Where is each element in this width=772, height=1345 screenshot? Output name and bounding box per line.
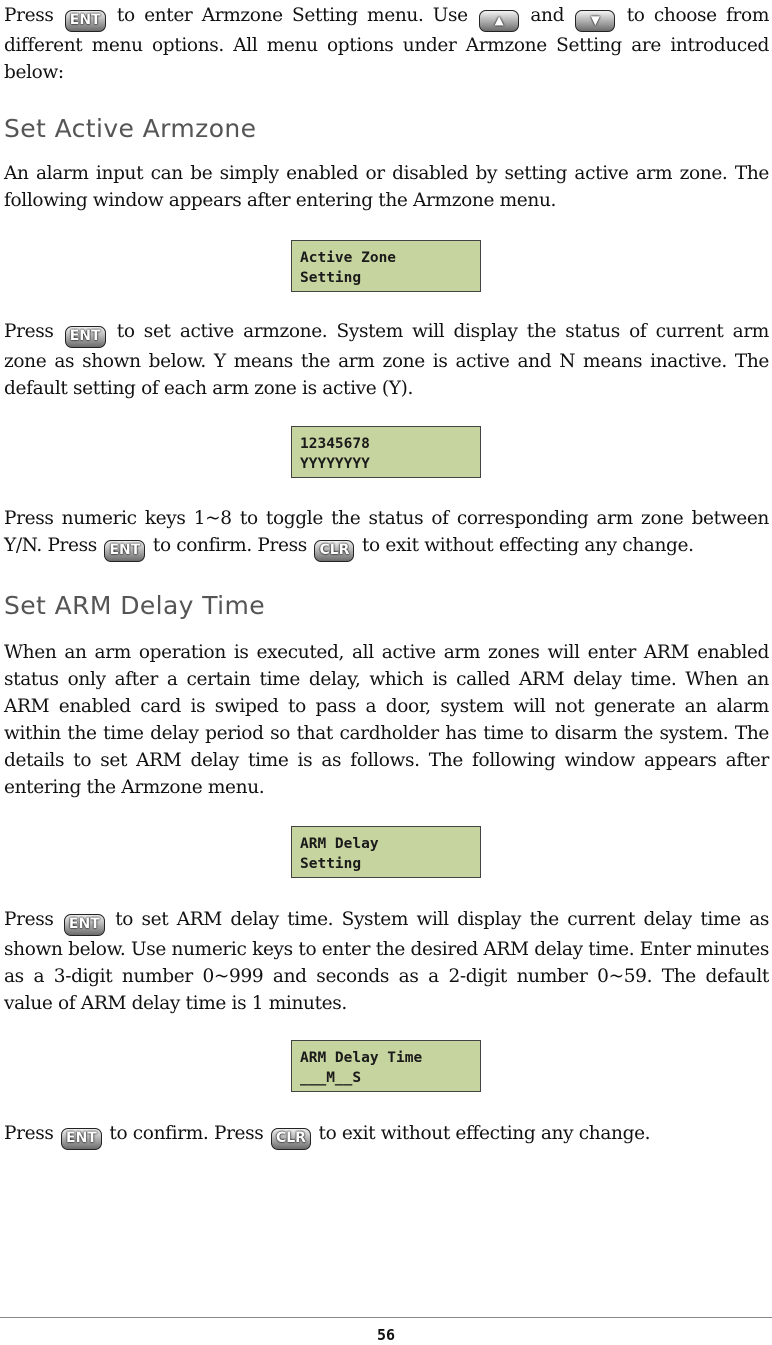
section2-paragraph-2: Press ENT to set ARM delay time. System will display the current delay time as shown below. Use numeric keys to enter the desired ARM delay time. Enter minutes as a 3-digit number 0~999 and seconds as a 2-digit number 0~59. The default value of ARM delay time is 1 minutes. <box>4 909 770 1014</box>
section2-paragraph-3: Press ENT to confirm. Press CLR to exit without effecting any change. <box>4 1120 769 1150</box>
ent-key-icon: ENT <box>104 540 145 562</box>
lcd-line-2: ___M__S <box>300 1070 362 1086</box>
lcd-line-1: Active Zone <box>300 250 397 266</box>
intro-paragraph-block <box>4 2 769 86</box>
lcd-arm-delay-time <box>291 1040 481 1092</box>
heading-set-arm-delay-time: Set ARM Delay Time <box>4 591 266 620</box>
section1-p3-block <box>4 505 769 562</box>
clr-key-icon: CLR <box>271 1128 311 1150</box>
section1-paragraph-2: Press ENT to set active armzone. System will display the status of current arm zone as shown below. Y means the arm zone is active and N means inactive. The default setting of each arm zone is active (Y). <box>4 321 770 399</box>
ent-key-icon: ENT <box>65 326 106 348</box>
section1-paragraph-1: An alarm input can be simply enabled or disabled by setting active arm zone. The following window appears after entering the Armzone menu. <box>4 163 769 211</box>
lcd-armzone-status <box>291 426 481 478</box>
up-arrow-key-icon: ▲ <box>479 10 519 32</box>
section1-p1-block <box>4 160 769 214</box>
down-arrow-key-icon: ▼ <box>575 10 615 32</box>
section2-paragraph-1: When an arm operation is executed, all active arm zones will enter ARM enabled status only after a certain time delay, which is called ARM delay time. When an ARM enabled card is swiped to pass a door, system will not generate an alarm within the time delay period so that cardholder has time to disarm the system. The details to set ARM delay time is as follows. The following window appears after entering the Armzone menu. <box>4 642 769 798</box>
section2-p1-block <box>4 639 769 801</box>
lcd-line-1: 12345678 <box>300 436 370 452</box>
lcd-active-zone-setting <box>291 240 481 292</box>
section1-paragraph-3: Press numeric keys 1~8 to toggle the status of corresponding arm zone between Y/N. Press ENT to confirm. Press CLR to exit without effecting any change. <box>4 505 769 562</box>
lcd-line-2: Setting <box>300 856 362 872</box>
heading-set-active-armzone: Set Active Armzone <box>4 114 257 143</box>
ent-key-icon: ENT <box>64 914 105 936</box>
ent-key-icon: ENT <box>61 1128 102 1150</box>
lcd-arm-delay-setting <box>291 826 481 878</box>
intro-paragraph: Press ENT to enter Armzone Setting menu. Use ▲ and ▼ to choose from different menu options. All menu options under Armzone Setting are introduced below: <box>4 5 770 83</box>
section2-p3-block <box>4 1120 769 1150</box>
section2-p2-block <box>4 906 769 1017</box>
section1-p2-block <box>4 318 769 402</box>
lcd-line-2: YYYYYYYY <box>300 456 370 472</box>
page-number: 56 <box>376 1326 396 1344</box>
lcd-line-2: Setting <box>300 270 362 286</box>
ent-key-icon: ENT <box>65 10 106 32</box>
lcd-line-1: ARM Delay Time <box>300 1050 423 1066</box>
footer-divider <box>0 1317 772 1318</box>
lcd-line-1: ARM Delay <box>300 836 379 852</box>
clr-key-icon: CLR <box>314 540 354 562</box>
